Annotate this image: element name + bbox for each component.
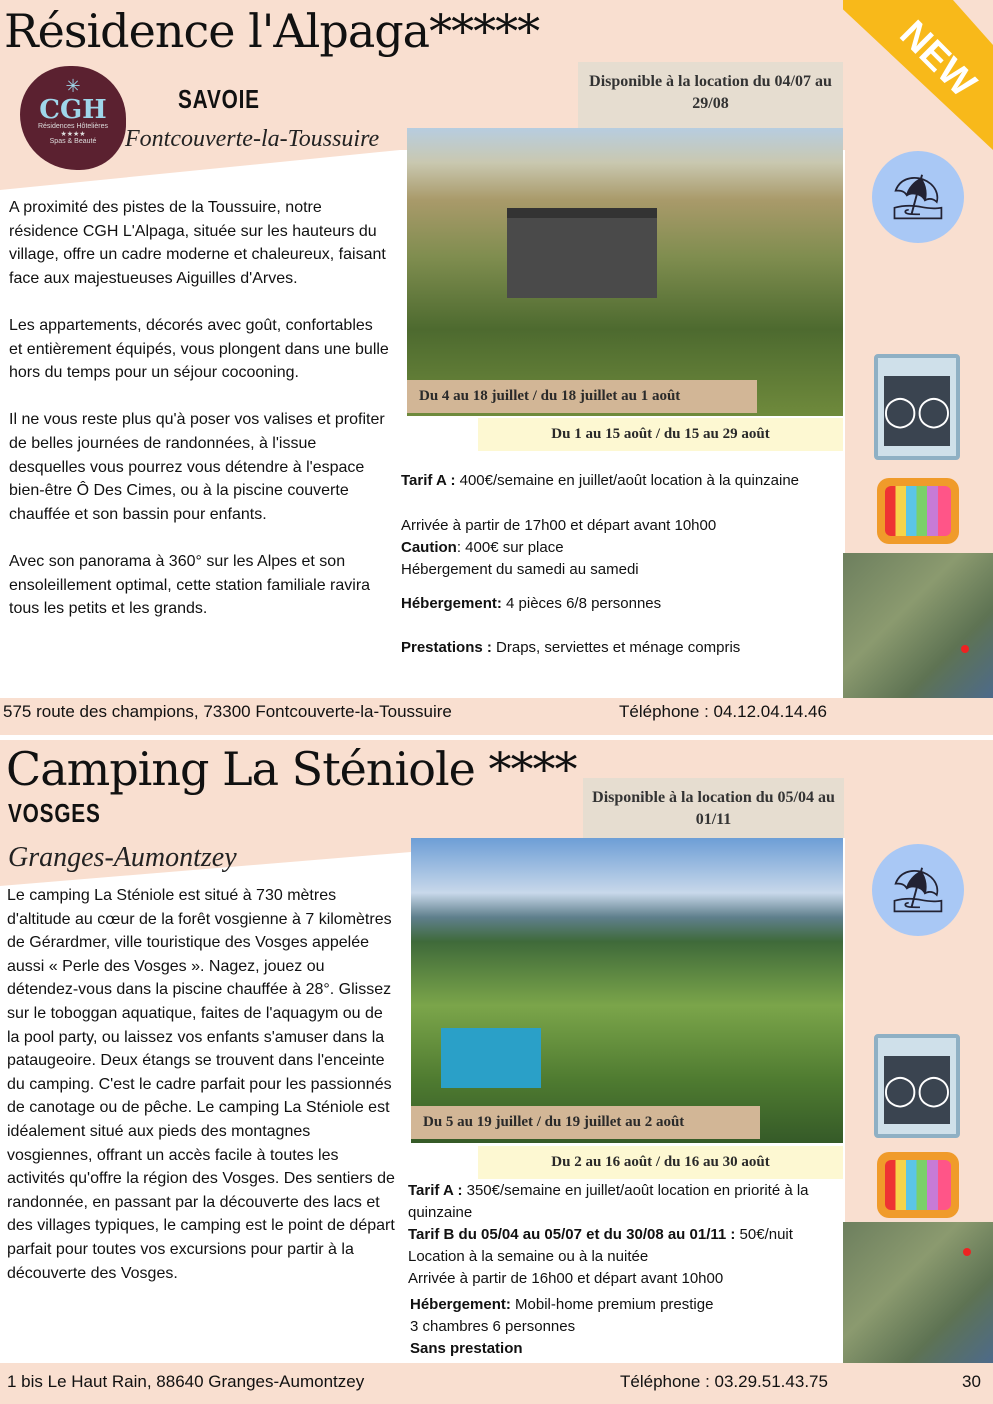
page-number: 30 — [962, 1372, 981, 1391]
address: 575 route des champions, 73300 Fontcouverte-la-Toussuire — [3, 702, 452, 721]
pricing-info — [408, 1180, 843, 1360]
arrival-info: Arrivée à partir de 17h00 et départ avant 10h00 — [401, 517, 717, 534]
tarif-b-label: Tarif B du 05/04 au 05/07 et du 30/08 au 01/11 : — [408, 1226, 736, 1243]
building-shape — [507, 208, 657, 298]
map-pin-icon — [961, 645, 969, 653]
tarif-a-label: Tarif A : — [408, 1182, 463, 1199]
map-pin-icon — [963, 1248, 971, 1256]
description-paragraph: Les appartements, décorés avec goût, confortables et entièrement équipés, vous plongent dans une bulle hors du temps pour un séjour cocooning. — [9, 316, 389, 382]
tarif-a-value: 350€/semaine en juillet/août location en priorité à la quinzaine — [408, 1182, 809, 1221]
cgh-logo: ✳ CGH Résidences Hôtelières ★★★★ Spas & Beauté — [20, 66, 126, 170]
caution-value: : 400€ sur place — [456, 539, 564, 556]
dates-label-2: Du 2 au 16 août / du 16 au 30 août — [478, 1146, 843, 1179]
description-paragraph: Avec son panorama à 360° sur les Alpes et son ensoleillement optimal, cette station familiale ravira tous les petits et les grands. — [9, 552, 371, 618]
listing-title: Résidence l'Alpaga***** — [4, 4, 540, 58]
outdoor-furniture-icon: ⛱ — [872, 844, 964, 936]
stay-info: Hébergement du samedi au samedi — [401, 561, 639, 578]
region-label: SAVOIE — [178, 84, 260, 114]
camping-photo — [411, 838, 843, 1143]
town-label: Granges-Aumontzey — [8, 842, 237, 873]
dishwasher-icon: ◯◯ — [874, 1034, 960, 1138]
hebergement-label: Hébergement: — [401, 595, 502, 612]
rooms-info: 3 chambres 6 personnes — [410, 1318, 576, 1335]
hebergement-value: Mobil-home premium prestige — [510, 1296, 714, 1313]
region-label: VOSGES — [8, 798, 101, 828]
tarif-b-value: 50€/nuit — [735, 1226, 793, 1243]
prestations-value: Draps, serviettes et ménage compris — [491, 639, 741, 656]
tv-icon — [877, 1152, 959, 1218]
dates-label-2: Du 1 au 15 août / du 15 au 29 août — [478, 418, 843, 451]
new-badge-text: NEW — [891, 12, 984, 106]
dishwasher-icon: ◯◯ — [874, 354, 960, 460]
town-label: Fontcouverte-la-Toussuire — [125, 126, 380, 152]
outdoor-furniture-icon: ⛱ — [872, 151, 964, 243]
caution-label: Caution — [401, 539, 457, 556]
dates-label-1: Du 5 au 19 juillet / du 19 juillet au 2 août — [411, 1106, 760, 1139]
rental-info: Location à la semaine ou à la nuitée — [408, 1248, 649, 1265]
new-badge — [843, 0, 993, 150]
availability-box: Disponible à la location du 05/04 au 01/11 — [583, 778, 844, 838]
availability-box: Disponible à la location du 04/07 au 29/08 — [578, 62, 843, 128]
phone: Téléphone : 04.12.04.14.46 — [619, 702, 827, 721]
pool-shape — [441, 1028, 541, 1088]
description-paragraph: A proximité des pistes de la Toussuire, notre résidence CGH L'Alpaga, située sur les hauteurs du village, offre un cadre moderne et chaleureux, faisant face aux majestueuses Aiguilles d'Arves. — [9, 199, 386, 287]
hebergement-label: Hébergement: — [410, 1296, 511, 1313]
hebergement-value: 4 pièces 6/8 personnes — [501, 595, 662, 612]
description — [9, 196, 389, 621]
residence-photo — [407, 128, 843, 416]
location-map — [843, 553, 993, 698]
tarif-label: Tarif A : — [401, 472, 456, 489]
prestations-info: Sans prestation — [410, 1340, 523, 1357]
listing-title: Camping La Sténiole **** — [6, 742, 577, 796]
tarif-value: 400€/semaine en juillet/août location à la quinzaine — [455, 472, 800, 489]
phone: Téléphone : 03.29.51.43.75 — [620, 1372, 828, 1391]
description: Le camping La Sténiole est situé à 730 mètres d'altitude au cœur de la forêt vosgienne à 7 kilomètres de Gérardmer, ville touristique des Vosges appelée aussi « Perle des Vosges ». Nagez, jouez ou détendez-vous dans la piscine chauffée à 28°. Glissez sur le toboggan aquatique, faites de l'aquagym ou de la pool party, ou laissez vos enfants s'amuser dans la pataugeoire. Deux étangs se trouvent dans l'enceinte du camping. C'est le cadre parfait pour les passionnés de canotage ou de pêche. Le camping La Sténiole est idéalement situé aux pieds des montagnes vosgiennes, offrant un accès facile à toutes les activités qu'offre la région des Vosges. Des sentiers de randonnée, en passant par la découverte des lacs et des villages typiques, le camping est le point de départ parfait pour toutes vos excursions pour partir à la découverte des Vosges. — [7, 887, 395, 1282]
pricing-info — [401, 470, 831, 659]
prestations-label: Prestations : — [401, 639, 492, 656]
section-divider — [0, 735, 993, 740]
arrival-info: Arrivée à partir de 16h00 et départ avant 10h00 — [408, 1270, 724, 1287]
tv-icon — [877, 478, 959, 544]
description-paragraph: Il ne vous reste plus qu'à poser vos valises et profiter de belles journées de randonnées, à l'issue desquelles vous pourrez vous détendre à l'espace bien-être Ô Des Cimes, ou à la piscine couverte chauffée et son bassin pour enfants. — [9, 411, 385, 523]
location-map — [843, 1222, 993, 1363]
address: 1 bis Le Haut Rain, 88640 Granges-Aumontzey — [7, 1372, 365, 1391]
dates-label-1: Du 4 au 18 juillet / du 18 juillet au 1 août — [407, 380, 757, 413]
